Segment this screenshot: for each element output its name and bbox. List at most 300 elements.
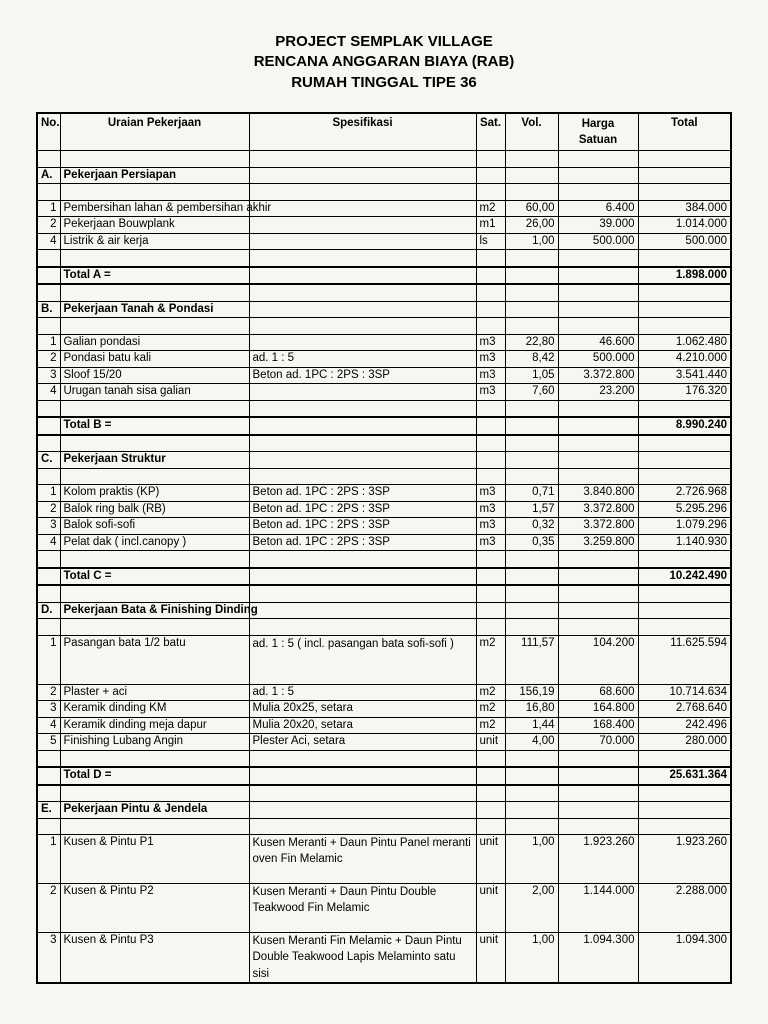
cell-no: 5 — [37, 734, 60, 751]
cell-vol: 0,35 — [505, 534, 558, 551]
empty-cell — [505, 468, 558, 485]
cell-spesifikasi: Beton ad. 1PC : 2PS : 3SP — [249, 485, 476, 502]
empty-cell — [558, 167, 638, 184]
cell-vol: 1,00 — [505, 233, 558, 250]
empty-cell — [558, 184, 638, 201]
empty-cell — [476, 250, 505, 267]
cell-harga: 500.000 — [558, 233, 638, 250]
cell-no: 1 — [37, 485, 60, 502]
empty-cell — [60, 619, 249, 636]
empty-cell — [476, 802, 505, 819]
cell-vol: 1,05 — [505, 367, 558, 384]
col-header-sat: Sat. — [476, 113, 505, 151]
empty-cell — [638, 750, 731, 767]
empty-row — [37, 284, 731, 301]
cell-uraian: Listrik & air kerja — [60, 233, 249, 250]
empty-cell — [249, 151, 476, 168]
document-title: RENCANA ANGGARAN BIAYA (RAB) — [253, 53, 515, 70]
empty-cell — [476, 167, 505, 184]
cell-total: 2.288.000 — [638, 884, 731, 933]
cell-spesifikasi — [249, 384, 476, 401]
cell-uraian: Balok ring balk (RB) — [60, 501, 249, 518]
cell-uraian: Pembersihan lahan & pembersihan akhir — [60, 200, 249, 217]
cell-harga: 104.200 — [558, 635, 638, 684]
cell-spesifikasi — [249, 233, 476, 250]
table-row — [37, 534, 731, 551]
empty-row — [37, 250, 731, 267]
empty-cell — [638, 151, 731, 168]
empty-cell — [249, 767, 476, 785]
cell-no: 2 — [37, 351, 60, 368]
table-row — [37, 884, 731, 933]
empty-cell — [638, 318, 731, 335]
empty-cell — [249, 167, 476, 184]
empty-cell — [60, 818, 249, 835]
cell-uraian: Pasangan bata 1/2 batu — [60, 635, 249, 684]
cell-uraian: Balok sofi-sofi — [60, 518, 249, 535]
cell-sat: unit — [476, 734, 505, 751]
empty-row — [37, 318, 731, 335]
empty-cell — [37, 585, 60, 602]
cell-sat: m2 — [476, 717, 505, 734]
section-name: Pekerjaan Pintu & Jendela — [60, 802, 249, 819]
section-letter: D. — [37, 602, 60, 619]
empty-cell — [558, 802, 638, 819]
cell-sat: m3 — [476, 485, 505, 502]
empty-cell — [249, 468, 476, 485]
section-name: Pekerjaan Tanah & Pondasi — [60, 301, 249, 318]
empty-cell — [249, 551, 476, 568]
empty-cell — [505, 619, 558, 636]
cell-spesifikasi: Beton ad. 1PC : 2PS : 3SP — [249, 367, 476, 384]
cell-harga: 6.400 — [558, 200, 638, 217]
cell-harga: 70.000 — [558, 734, 638, 751]
cell-harga: 500.000 — [558, 351, 638, 368]
empty-cell — [558, 452, 638, 469]
empty-cell — [558, 267, 638, 285]
cell-uraian: Sloof 15/20 — [60, 367, 249, 384]
empty-cell — [249, 818, 476, 835]
cell-no: 2 — [37, 217, 60, 234]
col-header-uraian: Uraian Pekerjaan — [60, 113, 249, 151]
cell-no: 3 — [37, 518, 60, 535]
cell-spesifikasi: Beton ad. 1PC : 2PS : 3SP — [249, 518, 476, 535]
total-value: 25.631.364 — [638, 767, 731, 785]
cell-uraian: Keramik dinding KM — [60, 701, 249, 718]
empty-cell — [249, 568, 476, 586]
empty-cell — [558, 468, 638, 485]
empty-row — [37, 184, 731, 201]
cell-total: 242.496 — [638, 717, 731, 734]
cell-uraian: Finishing Lubang Angin — [60, 734, 249, 751]
empty-cell — [476, 417, 505, 435]
empty-cell — [476, 301, 505, 318]
empty-cell — [249, 250, 476, 267]
total-label: Total B = — [60, 417, 249, 435]
section-letter: E. — [37, 802, 60, 819]
cell-vol: 60,00 — [505, 200, 558, 217]
empty-cell — [60, 750, 249, 767]
cell-vol: 7,60 — [505, 384, 558, 401]
empty-cell — [37, 318, 60, 335]
table-row — [37, 367, 731, 384]
cell-sat: m2 — [476, 684, 505, 701]
col-header-total: Total — [638, 113, 731, 151]
empty-cell — [249, 400, 476, 417]
empty-cell — [476, 602, 505, 619]
cell-spesifikasi — [249, 200, 476, 217]
table-row — [37, 835, 731, 884]
empty-cell — [558, 284, 638, 301]
cell-vol: 111,57 — [505, 635, 558, 684]
empty-cell — [60, 151, 249, 168]
cell-spesifikasi: Kusen Meranti + Daun Pintu Double Teakwood Fin Melamic — [249, 884, 476, 933]
cell-harga: 1.094.300 — [558, 933, 638, 983]
empty-cell — [249, 267, 476, 285]
table-row — [37, 351, 731, 368]
empty-row — [37, 151, 731, 168]
cell-no: 4 — [37, 233, 60, 250]
section-header-c — [37, 452, 731, 469]
cell-sat: m2 — [476, 635, 505, 684]
empty-cell — [505, 267, 558, 285]
empty-row — [37, 468, 731, 485]
empty-cell — [558, 318, 638, 335]
empty-row — [37, 619, 731, 636]
section-name: Pekerjaan Struktur — [60, 452, 249, 469]
empty-cell — [558, 417, 638, 435]
empty-cell — [249, 301, 476, 318]
cell-total: 1.094.300 — [638, 933, 731, 983]
empty-cell — [249, 435, 476, 452]
cell-vol: 4,00 — [505, 734, 558, 751]
empty-cell — [638, 435, 731, 452]
col-header-spesifikasi: Spesifikasi — [249, 113, 476, 151]
cell-harga: 46.600 — [558, 334, 638, 351]
empty-cell — [638, 818, 731, 835]
empty-cell — [37, 250, 60, 267]
cell-harga: 1.144.000 — [558, 884, 638, 933]
empty-cell — [558, 767, 638, 785]
cell-no: 4 — [37, 534, 60, 551]
cell-spesifikasi: Mulia 20x20, setara — [249, 717, 476, 734]
section-letter: B. — [37, 301, 60, 318]
table-row — [37, 217, 731, 234]
cell-harga: 39.000 — [558, 217, 638, 234]
empty-row — [37, 400, 731, 417]
empty-cell — [476, 400, 505, 417]
section-name: Pekerjaan Persiapan — [60, 167, 249, 184]
empty-cell — [249, 585, 476, 602]
empty-cell — [37, 468, 60, 485]
cell-total: 500.000 — [638, 233, 731, 250]
empty-cell — [249, 318, 476, 335]
cell-harga: 168.400 — [558, 717, 638, 734]
cell-total: 1.062.480 — [638, 334, 731, 351]
empty-cell — [558, 551, 638, 568]
empty-cell — [638, 551, 731, 568]
empty-cell — [249, 802, 476, 819]
cell-vol: 26,00 — [505, 217, 558, 234]
empty-cell — [505, 400, 558, 417]
cell-no: 1 — [37, 200, 60, 217]
section-header-a — [37, 167, 731, 184]
empty-row — [37, 551, 731, 568]
table-row — [37, 701, 731, 718]
empty-cell — [558, 750, 638, 767]
empty-cell — [37, 767, 60, 785]
empty-cell — [37, 619, 60, 636]
empty-cell — [37, 785, 60, 802]
cell-sat: m3 — [476, 334, 505, 351]
cell-vol: 1,00 — [505, 835, 558, 884]
empty-cell — [638, 585, 731, 602]
cell-no: 3 — [37, 933, 60, 983]
table-row — [37, 334, 731, 351]
cell-vol: 156,19 — [505, 684, 558, 701]
empty-cell — [37, 400, 60, 417]
empty-cell — [505, 785, 558, 802]
table-header — [37, 113, 731, 151]
section-letter: C. — [37, 452, 60, 469]
cell-no: 1 — [37, 635, 60, 684]
empty-row — [37, 818, 731, 835]
cell-uraian: Urugan tanah sisa galian — [60, 384, 249, 401]
empty-cell — [505, 435, 558, 452]
empty-cell — [476, 818, 505, 835]
cell-vol: 16,80 — [505, 701, 558, 718]
empty-cell — [505, 585, 558, 602]
section-total-d — [37, 767, 731, 785]
cell-total: 1.140.930 — [638, 534, 731, 551]
empty-cell — [476, 568, 505, 586]
cell-no: 1 — [37, 835, 60, 884]
table-row — [37, 717, 731, 734]
empty-cell — [505, 767, 558, 785]
empty-cell — [476, 184, 505, 201]
cell-harga: 3.372.800 — [558, 518, 638, 535]
empty-row — [37, 785, 731, 802]
total-label: Total D = — [60, 767, 249, 785]
empty-cell — [249, 184, 476, 201]
empty-cell — [505, 250, 558, 267]
section-name: Pekerjaan Bata & Finishing Dinding — [60, 602, 249, 619]
empty-cell — [37, 750, 60, 767]
empty-cell — [505, 602, 558, 619]
cell-spesifikasi: Plester Aci, setara — [249, 734, 476, 751]
empty-row — [37, 435, 731, 452]
empty-cell — [505, 167, 558, 184]
cell-vol: 1,44 — [505, 717, 558, 734]
section-header-b — [37, 301, 731, 318]
cell-spesifikasi: Kusen Meranti + Daun Pintu Panel meranti oven Fin Melamic — [249, 835, 476, 884]
empty-cell — [558, 585, 638, 602]
cell-no: 2 — [37, 501, 60, 518]
empty-cell — [558, 568, 638, 586]
cell-sat: m3 — [476, 384, 505, 401]
empty-cell — [60, 551, 249, 568]
empty-cell — [558, 818, 638, 835]
cell-vol: 1,57 — [505, 501, 558, 518]
table-row — [37, 933, 731, 983]
table-row — [37, 485, 731, 502]
cell-uraian: Keramik dinding meja dapur — [60, 717, 249, 734]
cell-sat: m3 — [476, 534, 505, 551]
table-row — [37, 518, 731, 535]
cell-vol: 2,00 — [505, 884, 558, 933]
cell-sat: ls — [476, 233, 505, 250]
empty-cell — [37, 568, 60, 586]
empty-cell — [476, 750, 505, 767]
cell-uraian: Galian pondasi — [60, 334, 249, 351]
empty-cell — [37, 184, 60, 201]
empty-cell — [37, 417, 60, 435]
total-value: 8.990.240 — [638, 417, 731, 435]
cell-no: 3 — [37, 367, 60, 384]
table-row — [37, 233, 731, 250]
cell-vol: 0,32 — [505, 518, 558, 535]
cell-harga: 23.200 — [558, 384, 638, 401]
col-header-no: No. — [37, 113, 60, 151]
total-value: 10.242.490 — [638, 568, 731, 586]
cell-vol: 22,80 — [505, 334, 558, 351]
empty-cell — [37, 551, 60, 568]
empty-cell — [60, 400, 249, 417]
cell-harga: 68.600 — [558, 684, 638, 701]
empty-cell — [60, 284, 249, 301]
table-row — [37, 734, 731, 751]
section-total-b — [37, 417, 731, 435]
empty-cell — [558, 785, 638, 802]
cell-uraian: Kusen & Pintu P1 — [60, 835, 249, 884]
cell-harga: 1.923.260 — [558, 835, 638, 884]
empty-cell — [638, 301, 731, 318]
empty-cell — [638, 184, 731, 201]
section-total-c — [37, 568, 731, 586]
empty-cell — [60, 785, 249, 802]
empty-cell — [476, 284, 505, 301]
cell-no: 3 — [37, 701, 60, 718]
empty-cell — [249, 452, 476, 469]
empty-cell — [505, 417, 558, 435]
col-header-vol: Vol. — [505, 113, 558, 151]
rab-table — [36, 112, 732, 984]
cell-uraian: Pondasi batu kali — [60, 351, 249, 368]
empty-cell — [249, 785, 476, 802]
empty-cell — [505, 151, 558, 168]
section-total-a — [37, 267, 731, 285]
empty-cell — [505, 318, 558, 335]
project-title: PROJECT SEMPLAK VILLAGE — [275, 33, 493, 50]
empty-cell — [638, 802, 731, 819]
empty-cell — [37, 818, 60, 835]
cell-spesifikasi — [249, 217, 476, 234]
empty-cell — [37, 284, 60, 301]
total-label: Total A = — [60, 267, 249, 285]
cell-uraian: Kusen & Pintu P2 — [60, 884, 249, 933]
cell-sat: m2 — [476, 200, 505, 217]
empty-cell — [505, 551, 558, 568]
cell-vol: 0,71 — [505, 485, 558, 502]
empty-cell — [505, 818, 558, 835]
cell-total: 1.014.000 — [638, 217, 731, 234]
cell-sat: m3 — [476, 351, 505, 368]
cell-sat: m2 — [476, 701, 505, 718]
col-header-harga: Harga Satuan — [558, 113, 638, 151]
cell-total: 5.295.296 — [638, 501, 731, 518]
empty-cell — [476, 619, 505, 636]
cell-total: 2.726.968 — [638, 485, 731, 502]
empty-cell — [638, 167, 731, 184]
cell-harga: 164.800 — [558, 701, 638, 718]
table-row — [37, 384, 731, 401]
empty-cell — [638, 284, 731, 301]
cell-total: 4.210.000 — [638, 351, 731, 368]
empty-cell — [37, 267, 60, 285]
empty-cell — [249, 284, 476, 301]
section-header-e — [37, 802, 731, 819]
empty-cell — [476, 468, 505, 485]
section-header-d — [37, 602, 731, 619]
empty-cell — [558, 602, 638, 619]
cell-total: 11.625.594 — [638, 635, 731, 684]
cell-vol: 1,00 — [505, 933, 558, 983]
empty-cell — [558, 250, 638, 267]
empty-cell — [476, 151, 505, 168]
table-row — [37, 635, 731, 684]
cell-uraian: Kusen & Pintu P3 — [60, 933, 249, 983]
cell-spesifikasi: ad. 1 : 5 — [249, 351, 476, 368]
cell-harga: 3.840.800 — [558, 485, 638, 502]
cell-spesifikasi: Kusen Meranti Fin Melamic + Daun Pintu Double Teakwood Lapis Melaminto satu sisi — [249, 933, 476, 983]
empty-cell — [638, 452, 731, 469]
cell-spesifikasi: ad. 1 : 5 ( incl. pasangan bata sofi-sofi ) — [249, 635, 476, 684]
cell-sat: unit — [476, 835, 505, 884]
cell-uraian: Pelat dak ( incl.canopy ) — [60, 534, 249, 551]
table-row — [37, 501, 731, 518]
empty-cell — [638, 785, 731, 802]
empty-cell — [505, 750, 558, 767]
cell-total: 3.541.440 — [638, 367, 731, 384]
empty-cell — [558, 151, 638, 168]
empty-cell — [476, 585, 505, 602]
cell-sat: unit — [476, 884, 505, 933]
cell-uraian: Pekerjaan Bouwplank — [60, 217, 249, 234]
cell-harga: 3.372.800 — [558, 367, 638, 384]
empty-cell — [249, 602, 476, 619]
cell-no: 2 — [37, 884, 60, 933]
cell-no: 4 — [37, 384, 60, 401]
table-body — [37, 151, 731, 983]
empty-cell — [476, 551, 505, 568]
empty-cell — [505, 284, 558, 301]
cell-no: 4 — [37, 717, 60, 734]
cell-vol: 8,42 — [505, 351, 558, 368]
cell-spesifikasi: ad. 1 : 5 — [249, 684, 476, 701]
empty-cell — [558, 619, 638, 636]
empty-row — [37, 585, 731, 602]
empty-cell — [249, 417, 476, 435]
empty-cell — [60, 184, 249, 201]
cell-spesifikasi: Beton ad. 1PC : 2PS : 3SP — [249, 534, 476, 551]
empty-cell — [638, 400, 731, 417]
empty-cell — [60, 318, 249, 335]
empty-cell — [558, 400, 638, 417]
empty-cell — [37, 435, 60, 452]
document-subtitle: RUMAH TINGGAL TIPE 36 — [291, 74, 477, 91]
empty-cell — [558, 301, 638, 318]
empty-cell — [476, 318, 505, 335]
